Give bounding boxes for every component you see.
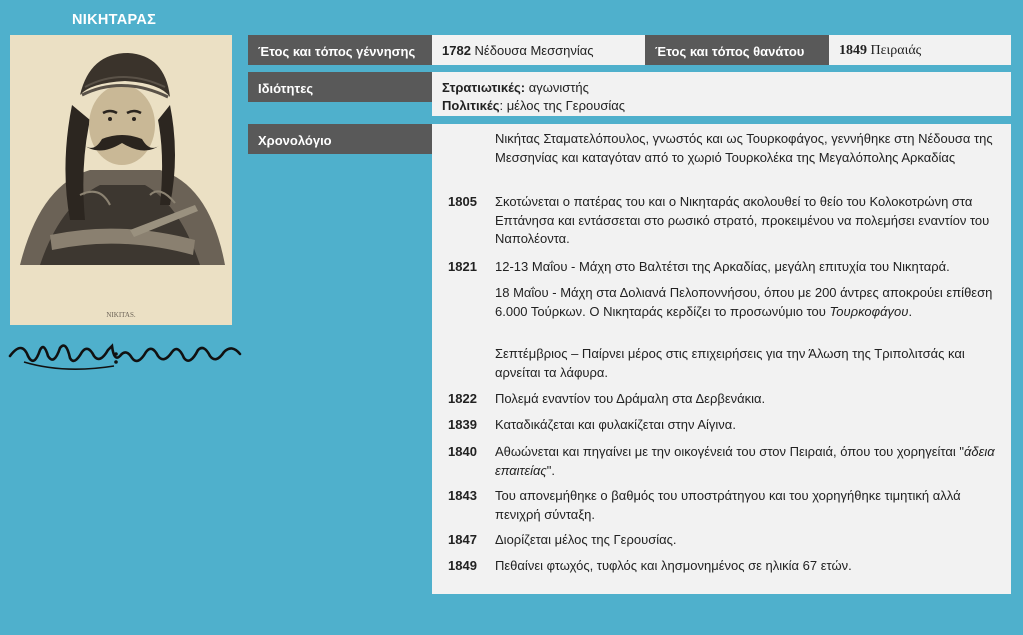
chronology-entry: [432, 284, 1011, 321]
chronology-entry: [432, 416, 1011, 435]
chronology-entry: [432, 345, 1011, 382]
death-label: Έτος και τόπος θανάτου: [645, 35, 829, 65]
chronology-panel: [432, 124, 1011, 594]
entry-year: 1843: [448, 488, 477, 503]
death-value: [829, 35, 1011, 65]
entry-text-after: .: [908, 303, 913, 319]
entry-year: 1840: [448, 444, 477, 459]
death-year: 1849: [839, 43, 867, 58]
entry-text-main: 18 Μαΐου - Μάχη στα Δολιανά Πελοποννήσου, όπου με 200 άντρες αποκρούει επίθεση 6.000 Τούρκων. Ο Νικηταράς κερδίζει το προσωνύμιο του: [495, 285, 993, 319]
entry-year: 1839: [448, 417, 477, 432]
entry-text: Νικήτας Σταματελόπουλος, γνωστός και ως Τουρκοφάγος, γεννήθηκε στη Νέδουσα της Μεσσηνίας και καταγόταν από το χωριό Τουρκολέκα της Μεγαλόπολης Αρκαδίας: [495, 131, 993, 165]
entry-text: Του απονεμήθηκε ο βαθμός του υποστράτηγου και του χορηγήθηκε τιμητική αλλά πενιχρή σύνταξη.: [495, 488, 961, 522]
attributes-value: [432, 72, 1011, 116]
signature-image: [4, 326, 250, 380]
entry-text: 12-13 Μαΐου - Μάχη στο Βαλτέτσι της Αρκαδίας, μεγάλη επιτυχία του Νικηταρά.: [495, 259, 950, 274]
political-row: [442, 97, 1001, 115]
entry-year: 1822: [448, 391, 477, 406]
attributes-label: Ιδιότητες: [248, 72, 432, 102]
entry-text-italic: άδεια επαιτείας: [495, 444, 995, 478]
military-label: Στρατιωτικές:: [442, 80, 526, 95]
death-place: Πειραιάς: [870, 43, 922, 58]
entry-year: 1847: [448, 532, 477, 547]
entry-text-after: ".: [546, 462, 555, 478]
chronology-entry: [432, 557, 1011, 576]
chronology-entry: [432, 193, 1011, 249]
entry-text: Διορίζεται μέλος της Γερουσίας.: [495, 532, 677, 547]
entry-text: Σκοτώνεται ο πατέρας του και ο Νικηταράς ακολουθεί το θείο του Κολοκοτρώνη στα Επτάνησα και εντάσσεται στο ρωσικό στρατό, προκειμένου να πολεμήσει εναντίον του Ναπολέοντα.: [495, 194, 990, 246]
entry-text: [495, 284, 1007, 321]
military-row: [442, 79, 1001, 97]
chronology-entry: [432, 487, 1011, 524]
chronology-entry: [432, 443, 1011, 480]
chronology-entry: [432, 390, 1011, 409]
entry-text: Καταδικάζεται και φυλακίζεται στην Αίγινα.: [495, 417, 736, 432]
birth-value: [432, 35, 645, 65]
entry-text: Πεθαίνει φτωχός, τυφλός και λησμονημένος σε ηλικία 67 ετών.: [495, 558, 852, 573]
political-value: : μέλος της Γερουσίας: [499, 98, 626, 113]
chronology-label: Χρονολόγιο: [248, 124, 432, 154]
political-label: Πολιτικές: [442, 98, 500, 113]
chronology-entry: [432, 531, 1011, 550]
birth-label: Έτος και τόπος γέννησης: [248, 35, 432, 65]
chronology-entry: [432, 258, 1011, 277]
entry-text: [495, 443, 1007, 480]
entry-text-main: Αθωώνεται και πηγαίνει με την οικογένειά του στον Πειραιά, όπου του χορηγείται ": [495, 444, 964, 459]
entry-text: Πολεμά εναντίον του Δράμαλη στα Δερβενάκια.: [495, 391, 766, 406]
page-title: ΝΙΚΗΤΑΡΑΣ: [72, 12, 157, 28]
entry-year: 1849: [448, 558, 477, 573]
portrait-image: [10, 35, 232, 325]
birth-year: 1782: [442, 43, 471, 58]
entry-text-italic: Τουρκοφάγου: [829, 303, 909, 319]
entry-year: 1821: [448, 259, 477, 274]
portrait-caption: NIKITAS.: [106, 311, 136, 319]
entry-year: 1805: [448, 194, 477, 209]
military-value: αγωνιστής: [528, 80, 589, 95]
birth-place: Νέδουσα Μεσσηνίας: [474, 43, 594, 58]
chronology-entry: [432, 130, 1011, 167]
entry-text: Σεπτέμβριος – Παίρνει μέρος στις επιχειρήσεις για την Άλωση της Τριπολιτσάς και αρνείται τα λάφυρα.: [495, 346, 965, 380]
